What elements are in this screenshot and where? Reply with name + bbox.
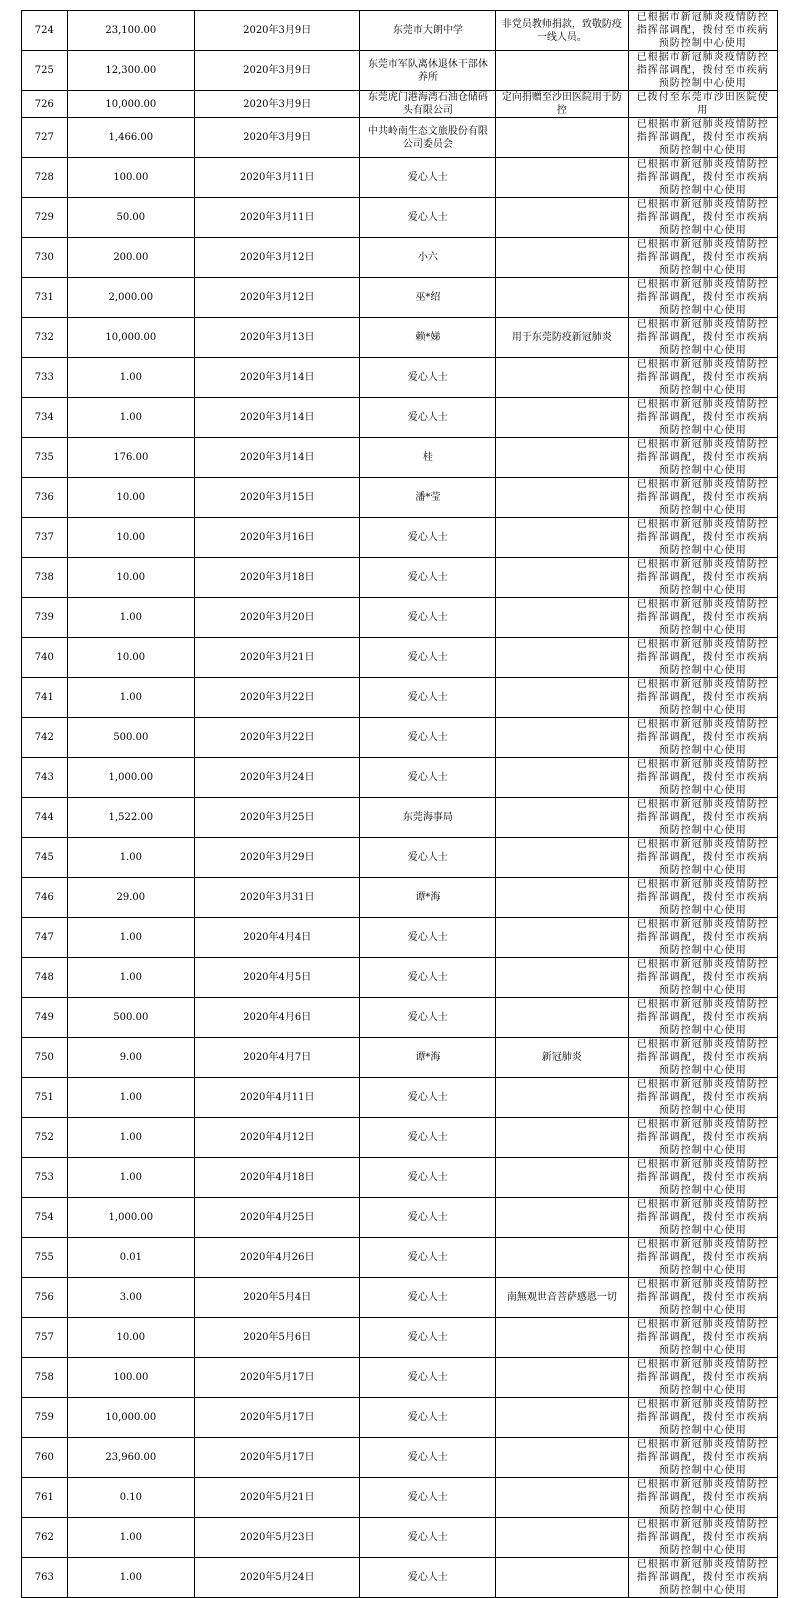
cell-purpose xyxy=(496,398,628,438)
donation-table xyxy=(21,10,778,1598)
cell-usage: 已根据市新冠肺炎疫情防控指挥部调配，拨付至市疾病预防控制中心使用 xyxy=(628,878,778,918)
cell-serial-number: 750 xyxy=(22,1038,68,1078)
table-row xyxy=(22,1198,778,1238)
cell-date: 2020年3月13日 xyxy=(194,318,360,358)
cell-date: 2020年4月26日 xyxy=(194,1238,360,1278)
cell-date: 2020年3月15日 xyxy=(194,478,360,518)
table-row xyxy=(22,438,778,478)
cell-usage: 已根据市新冠肺炎疫情防控指挥部调配，拨付至市疾病预防控制中心使用 xyxy=(628,798,778,838)
cell-donor: 爱心人士 xyxy=(360,758,496,798)
cell-amount: 1.00 xyxy=(67,678,194,718)
cell-serial-number: 731 xyxy=(22,278,68,318)
cell-amount: 1,000.00 xyxy=(67,758,194,798)
cell-usage: 已根据市新冠肺炎疫情防控指挥部调配，拨付至市疾病预防控制中心使用 xyxy=(628,238,778,278)
table-row xyxy=(22,838,778,878)
cell-purpose xyxy=(496,1398,628,1438)
table-row xyxy=(22,11,778,51)
cell-usage: 已根据市新冠肺炎疫情防控指挥部调配，拨付至市疾病预防控制中心使用 xyxy=(628,318,778,358)
cell-donor: 巫*绍 xyxy=(360,278,496,318)
cell-donor: 爱心人士 xyxy=(360,1478,496,1518)
table-row xyxy=(22,1238,778,1278)
cell-amount: 1.00 xyxy=(67,838,194,878)
cell-donor: 爱心人士 xyxy=(360,398,496,438)
cell-date: 2020年3月20日 xyxy=(194,598,360,638)
cell-amount: 1.00 xyxy=(67,1078,194,1118)
cell-serial-number: 737 xyxy=(22,518,68,558)
cell-donor: 东莞市大朗中学 xyxy=(360,11,496,51)
cell-amount: 1.00 xyxy=(67,1518,194,1558)
cell-purpose xyxy=(496,518,628,558)
cell-purpose xyxy=(496,838,628,878)
table-row xyxy=(22,598,778,638)
table-row xyxy=(22,118,778,158)
cell-serial-number: 753 xyxy=(22,1158,68,1198)
cell-serial-number: 755 xyxy=(22,1238,68,1278)
cell-purpose xyxy=(496,1518,628,1558)
cell-serial-number: 758 xyxy=(22,1358,68,1398)
cell-donor: 爱心人士 xyxy=(360,518,496,558)
cell-purpose xyxy=(496,998,628,1038)
cell-date: 2020年3月11日 xyxy=(194,198,360,238)
cell-usage: 已根据市新冠肺炎疫情防控指挥部调配，拨付至市疾病预防控制中心使用 xyxy=(628,998,778,1038)
cell-serial-number: 734 xyxy=(22,398,68,438)
cell-serial-number: 762 xyxy=(22,1518,68,1558)
cell-usage: 已根据市新冠肺炎疫情防控指挥部调配，拨付至市疾病预防控制中心使用 xyxy=(628,158,778,198)
cell-donor: 谭*海 xyxy=(360,878,496,918)
cell-amount: 500.00 xyxy=(67,998,194,1038)
table-row xyxy=(22,558,778,598)
cell-date: 2020年3月9日 xyxy=(194,51,360,91)
cell-amount: 1.00 xyxy=(67,958,194,998)
cell-date: 2020年3月9日 xyxy=(194,118,360,158)
cell-purpose xyxy=(496,438,628,478)
cell-date: 2020年5月17日 xyxy=(194,1438,360,1478)
cell-serial-number: 761 xyxy=(22,1478,68,1518)
cell-usage: 已根据市新冠肺炎疫情防控指挥部调配，拨付至市疾病预防控制中心使用 xyxy=(628,1238,778,1278)
cell-date: 2020年3月21日 xyxy=(194,638,360,678)
cell-usage: 已根据市新冠肺炎疫情防控指挥部调配，拨付至市疾病预防控制中心使用 xyxy=(628,1158,778,1198)
table-row xyxy=(22,1158,778,1198)
cell-donor: 爱心人士 xyxy=(360,638,496,678)
cell-donor: 爱心人士 xyxy=(360,1078,496,1118)
cell-donor: 爱心人士 xyxy=(360,918,496,958)
cell-usage: 已根据市新冠肺炎疫情防控指挥部调配，拨付至市疾病预防控制中心使用 xyxy=(628,11,778,51)
table-row xyxy=(22,758,778,798)
cell-donor: 东莞海事局 xyxy=(360,798,496,838)
donation-table-body xyxy=(22,11,778,1598)
cell-serial-number: 730 xyxy=(22,238,68,278)
cell-amount: 500.00 xyxy=(67,718,194,758)
cell-usage: 已根据市新冠肺炎疫情防控指挥部调配，拨付至市疾病预防控制中心使用 xyxy=(628,838,778,878)
cell-serial-number: 733 xyxy=(22,358,68,398)
cell-purpose xyxy=(496,198,628,238)
cell-date: 2020年4月5日 xyxy=(194,958,360,998)
cell-usage: 已根据市新冠肺炎疫情防控指挥部调配，拨付至市疾病预防控制中心使用 xyxy=(628,1398,778,1438)
cell-date: 2020年5月4日 xyxy=(194,1278,360,1318)
cell-date: 2020年3月12日 xyxy=(194,278,360,318)
cell-purpose xyxy=(496,478,628,518)
cell-donor: 爱心人士 xyxy=(360,1318,496,1358)
cell-purpose xyxy=(496,158,628,198)
cell-purpose xyxy=(496,678,628,718)
cell-amount: 1.00 xyxy=(67,1118,194,1158)
cell-serial-number: 743 xyxy=(22,758,68,798)
cell-usage: 已根据市新冠肺炎疫情防控指挥部调配，拨付至市疾病预防控制中心使用 xyxy=(628,1358,778,1398)
cell-date: 2020年3月25日 xyxy=(194,798,360,838)
cell-purpose xyxy=(496,958,628,998)
cell-purpose xyxy=(496,358,628,398)
cell-date: 2020年5月24日 xyxy=(194,1558,360,1598)
cell-donor: 爱心人士 xyxy=(360,1198,496,1238)
cell-date: 2020年3月31日 xyxy=(194,878,360,918)
cell-usage: 已根据市新冠肺炎疫情防控指挥部调配，拨付至市疾病预防控制中心使用 xyxy=(628,758,778,798)
cell-amount: 10.00 xyxy=(67,638,194,678)
cell-serial-number: 726 xyxy=(22,91,68,118)
cell-amount: 2,000.00 xyxy=(67,278,194,318)
cell-amount: 10,000.00 xyxy=(67,1398,194,1438)
cell-donor: 爱心人士 xyxy=(360,1438,496,1478)
cell-date: 2020年4月25日 xyxy=(194,1198,360,1238)
cell-purpose xyxy=(496,278,628,318)
cell-usage: 已根据市新冠肺炎疫情防控指挥部调配，拨付至市疾病预防控制中心使用 xyxy=(628,918,778,958)
cell-serial-number: 744 xyxy=(22,798,68,838)
cell-serial-number: 747 xyxy=(22,918,68,958)
table-row xyxy=(22,1478,778,1518)
cell-donor: 爱心人士 xyxy=(360,558,496,598)
cell-donor: 爱心人士 xyxy=(360,838,496,878)
cell-serial-number: 754 xyxy=(22,1198,68,1238)
cell-amount: 1,466.00 xyxy=(67,118,194,158)
table-row xyxy=(22,398,778,438)
cell-amount: 200.00 xyxy=(67,238,194,278)
cell-donor: 爱心人士 xyxy=(360,998,496,1038)
cell-amount: 1.00 xyxy=(67,1558,194,1598)
table-row xyxy=(22,1398,778,1438)
cell-serial-number: 749 xyxy=(22,998,68,1038)
table-row xyxy=(22,51,778,91)
cell-usage: 已根据市新冠肺炎疫情防控指挥部调配，拨付至市疾病预防控制中心使用 xyxy=(628,278,778,318)
cell-purpose xyxy=(496,1198,628,1238)
cell-donor: 东莞市军队离休退休干部休养所 xyxy=(360,51,496,91)
cell-amount: 3.00 xyxy=(67,1278,194,1318)
cell-date: 2020年3月14日 xyxy=(194,358,360,398)
cell-serial-number: 725 xyxy=(22,51,68,91)
cell-usage: 已根据市新冠肺炎疫情防控指挥部调配，拨付至市疾病预防控制中心使用 xyxy=(628,1438,778,1478)
cell-donor: 爱心人士 xyxy=(360,198,496,238)
cell-purpose xyxy=(496,1158,628,1198)
cell-serial-number: 724 xyxy=(22,11,68,51)
table-row xyxy=(22,1438,778,1478)
cell-date: 2020年5月6日 xyxy=(194,1318,360,1358)
cell-purpose: 新冠肺炎 xyxy=(496,1038,628,1078)
cell-date: 2020年3月24日 xyxy=(194,758,360,798)
cell-date: 2020年3月14日 xyxy=(194,438,360,478)
cell-donor: 赖*娣 xyxy=(360,318,496,358)
cell-serial-number: 759 xyxy=(22,1398,68,1438)
cell-amount: 1.00 xyxy=(67,1158,194,1198)
cell-usage: 已根据市新冠肺炎疫情防控指挥部调配，拨付至市疾病预防控制中心使用 xyxy=(628,1198,778,1238)
cell-donor: 爱心人士 xyxy=(360,1398,496,1438)
cell-purpose xyxy=(496,1478,628,1518)
cell-serial-number: 739 xyxy=(22,598,68,638)
cell-donor: 爱心人士 xyxy=(360,1558,496,1598)
cell-usage: 已根据市新冠肺炎疫情防控指挥部调配，拨付至市疾病预防控制中心使用 xyxy=(628,518,778,558)
cell-usage: 已根据市新冠肺炎疫情防控指挥部调配，拨付至市疾病预防控制中心使用 xyxy=(628,718,778,758)
table-row xyxy=(22,278,778,318)
cell-date: 2020年3月9日 xyxy=(194,91,360,118)
table-row xyxy=(22,798,778,838)
cell-donor: 桂 xyxy=(360,438,496,478)
cell-donor: 爱心人士 xyxy=(360,1158,496,1198)
cell-purpose xyxy=(496,798,628,838)
table-row xyxy=(22,91,778,118)
cell-donor: 谭*海 xyxy=(360,1038,496,1078)
cell-serial-number: 745 xyxy=(22,838,68,878)
cell-amount: 1.00 xyxy=(67,358,194,398)
cell-purpose xyxy=(496,718,628,758)
cell-serial-number: 742 xyxy=(22,718,68,758)
cell-purpose xyxy=(496,758,628,798)
cell-date: 2020年4月7日 xyxy=(194,1038,360,1078)
table-row xyxy=(22,1518,778,1558)
cell-usage: 已根据市新冠肺炎疫情防控指挥部调配，拨付至市疾病预防控制中心使用 xyxy=(628,1078,778,1118)
cell-purpose: 定向捐赠至沙田医院用于防控 xyxy=(496,91,628,118)
cell-date: 2020年4月4日 xyxy=(194,918,360,958)
table-row xyxy=(22,678,778,718)
cell-amount: 1,000.00 xyxy=(67,1198,194,1238)
table-row xyxy=(22,958,778,998)
cell-donor: 爱心人士 xyxy=(360,958,496,998)
cell-amount: 50.00 xyxy=(67,198,194,238)
cell-donor: 小六 xyxy=(360,238,496,278)
cell-purpose xyxy=(496,118,628,158)
table-row xyxy=(22,1318,778,1358)
table-row xyxy=(22,1558,778,1598)
cell-amount: 10,000.00 xyxy=(67,318,194,358)
cell-donor: 爱心人士 xyxy=(360,1358,496,1398)
cell-purpose xyxy=(496,638,628,678)
cell-purpose: 南無观世音菩萨感恩一切 xyxy=(496,1278,628,1318)
cell-amount: 10.00 xyxy=(67,558,194,598)
table-row xyxy=(22,1278,778,1318)
cell-amount: 10,000.00 xyxy=(67,91,194,118)
cell-donor: 爱心人士 xyxy=(360,678,496,718)
cell-purpose xyxy=(496,1438,628,1478)
table-row xyxy=(22,238,778,278)
cell-amount: 10.00 xyxy=(67,1318,194,1358)
cell-amount: 0.10 xyxy=(67,1478,194,1518)
cell-date: 2020年3月22日 xyxy=(194,718,360,758)
cell-usage: 已根据市新冠肺炎疫情防控指挥部调配，拨付至市疾病预防控制中心使用 xyxy=(628,398,778,438)
cell-usage: 已拨付至东莞市沙田医院使用 xyxy=(628,91,778,118)
cell-serial-number: 751 xyxy=(22,1078,68,1118)
cell-serial-number: 763 xyxy=(22,1558,68,1598)
cell-serial-number: 741 xyxy=(22,678,68,718)
table-row xyxy=(22,918,778,958)
cell-serial-number: 740 xyxy=(22,638,68,678)
cell-purpose xyxy=(496,1358,628,1398)
cell-date: 2020年3月22日 xyxy=(194,678,360,718)
cell-purpose xyxy=(496,238,628,278)
cell-donor: 潘*莹 xyxy=(360,478,496,518)
cell-amount: 10.00 xyxy=(67,478,194,518)
cell-date: 2020年4月6日 xyxy=(194,998,360,1038)
cell-usage: 已根据市新冠肺炎疫情防控指挥部调配，拨付至市疾病预防控制中心使用 xyxy=(628,1318,778,1358)
cell-purpose xyxy=(496,558,628,598)
table-row xyxy=(22,1038,778,1078)
cell-serial-number: 756 xyxy=(22,1278,68,1318)
cell-donor: 中共岭南生态文旅股份有限公司委员会 xyxy=(360,118,496,158)
cell-usage: 已根据市新冠肺炎疫情防控指挥部调配，拨付至市疾病预防控制中心使用 xyxy=(628,598,778,638)
cell-usage: 已根据市新冠肺炎疫情防控指挥部调配，拨付至市疾病预防控制中心使用 xyxy=(628,1518,778,1558)
cell-donor: 东莞虎门港海湾石油仓储码头有限公司 xyxy=(360,91,496,118)
cell-serial-number: 746 xyxy=(22,878,68,918)
cell-amount: 176.00 xyxy=(67,438,194,478)
cell-purpose xyxy=(496,1238,628,1278)
cell-amount: 23,100.00 xyxy=(67,11,194,51)
cell-serial-number: 748 xyxy=(22,958,68,998)
table-row xyxy=(22,878,778,918)
cell-serial-number: 738 xyxy=(22,558,68,598)
table-row xyxy=(22,318,778,358)
cell-usage: 已根据市新冠肺炎疫情防控指挥部调配，拨付至市疾病预防控制中心使用 xyxy=(628,438,778,478)
cell-purpose: 非党员教师捐款，致敬防疫一线人员。 xyxy=(496,11,628,51)
cell-serial-number: 729 xyxy=(22,198,68,238)
cell-usage: 已根据市新冠肺炎疫情防控指挥部调配，拨付至市疾病预防控制中心使用 xyxy=(628,1278,778,1318)
cell-amount: 0.01 xyxy=(67,1238,194,1278)
cell-usage: 已根据市新冠肺炎疫情防控指挥部调配，拨付至市疾病预防控制中心使用 xyxy=(628,51,778,91)
cell-amount: 12,300.00 xyxy=(67,51,194,91)
cell-usage: 已根据市新冠肺炎疫情防控指挥部调配，拨付至市疾病预防控制中心使用 xyxy=(628,198,778,238)
cell-date: 2020年3月9日 xyxy=(194,11,360,51)
cell-usage: 已根据市新冠肺炎疫情防控指挥部调配，拨付至市疾病预防控制中心使用 xyxy=(628,358,778,398)
cell-amount: 29.00 xyxy=(67,878,194,918)
cell-amount: 100.00 xyxy=(67,158,194,198)
cell-serial-number: 727 xyxy=(22,118,68,158)
cell-serial-number: 735 xyxy=(22,438,68,478)
cell-amount: 1,522.00 xyxy=(67,798,194,838)
cell-usage: 已根据市新冠肺炎疫情防控指挥部调配，拨付至市疾病预防控制中心使用 xyxy=(628,1038,778,1078)
table-row xyxy=(22,478,778,518)
cell-usage: 已根据市新冠肺炎疫情防控指挥部调配，拨付至市疾病预防控制中心使用 xyxy=(628,958,778,998)
cell-donor: 爱心人士 xyxy=(360,1238,496,1278)
cell-date: 2020年4月18日 xyxy=(194,1158,360,1198)
cell-purpose xyxy=(496,1118,628,1158)
table-row xyxy=(22,998,778,1038)
cell-date: 2020年5月21日 xyxy=(194,1478,360,1518)
table-row xyxy=(22,1358,778,1398)
cell-amount: 23,960.00 xyxy=(67,1438,194,1478)
cell-date: 2020年3月14日 xyxy=(194,398,360,438)
cell-purpose xyxy=(496,918,628,958)
cell-purpose xyxy=(496,1318,628,1358)
cell-usage: 已根据市新冠肺炎疫情防控指挥部调配，拨付至市疾病预防控制中心使用 xyxy=(628,1118,778,1158)
cell-amount: 1.00 xyxy=(67,598,194,638)
cell-usage: 已根据市新冠肺炎疫情防控指挥部调配，拨付至市疾病预防控制中心使用 xyxy=(628,678,778,718)
table-row xyxy=(22,638,778,678)
cell-amount: 1.00 xyxy=(67,918,194,958)
cell-date: 2020年5月17日 xyxy=(194,1358,360,1398)
cell-serial-number: 728 xyxy=(22,158,68,198)
table-row xyxy=(22,158,778,198)
cell-date: 2020年5月23日 xyxy=(194,1518,360,1558)
cell-date: 2020年3月12日 xyxy=(194,238,360,278)
cell-date: 2020年3月11日 xyxy=(194,158,360,198)
table-row xyxy=(22,518,778,558)
table-row xyxy=(22,1118,778,1158)
cell-donor: 爱心人士 xyxy=(360,1278,496,1318)
cell-usage: 已根据市新冠肺炎疫情防控指挥部调配，拨付至市疾病预防控制中心使用 xyxy=(628,1558,778,1598)
cell-usage: 已根据市新冠肺炎疫情防控指挥部调配，拨付至市疾病预防控制中心使用 xyxy=(628,1478,778,1518)
cell-date: 2020年5月17日 xyxy=(194,1398,360,1438)
cell-date: 2020年3月16日 xyxy=(194,518,360,558)
cell-usage: 已根据市新冠肺炎疫情防控指挥部调配，拨付至市疾病预防控制中心使用 xyxy=(628,118,778,158)
cell-usage: 已根据市新冠肺炎疫情防控指挥部调配，拨付至市疾病预防控制中心使用 xyxy=(628,558,778,598)
table-row xyxy=(22,198,778,238)
cell-donor: 爱心人士 xyxy=(360,358,496,398)
cell-donor: 爱心人士 xyxy=(360,718,496,758)
table-row xyxy=(22,358,778,398)
cell-date: 2020年4月11日 xyxy=(194,1078,360,1118)
cell-purpose xyxy=(496,1078,628,1118)
cell-serial-number: 757 xyxy=(22,1318,68,1358)
cell-purpose xyxy=(496,51,628,91)
table-row xyxy=(22,1078,778,1118)
cell-date: 2020年3月18日 xyxy=(194,558,360,598)
cell-donor: 爱心人士 xyxy=(360,158,496,198)
cell-donor: 爱心人士 xyxy=(360,1518,496,1558)
cell-purpose xyxy=(496,598,628,638)
cell-donor: 爱心人士 xyxy=(360,598,496,638)
cell-purpose xyxy=(496,1558,628,1598)
cell-serial-number: 732 xyxy=(22,318,68,358)
cell-serial-number: 752 xyxy=(22,1118,68,1158)
cell-usage: 已根据市新冠肺炎疫情防控指挥部调配，拨付至市疾病预防控制中心使用 xyxy=(628,478,778,518)
cell-date: 2020年3月29日 xyxy=(194,838,360,878)
cell-purpose: 用于东莞防疫新冠肺炎 xyxy=(496,318,628,358)
cell-amount: 10.00 xyxy=(67,518,194,558)
cell-usage: 已根据市新冠肺炎疫情防控指挥部调配，拨付至市疾病预防控制中心使用 xyxy=(628,638,778,678)
cell-donor: 爱心人士 xyxy=(360,1118,496,1158)
cell-date: 2020年4月12日 xyxy=(194,1118,360,1158)
table-row xyxy=(22,718,778,758)
cell-amount: 1.00 xyxy=(67,398,194,438)
cell-amount: 9.00 xyxy=(67,1038,194,1078)
cell-serial-number: 760 xyxy=(22,1438,68,1478)
cell-amount: 100.00 xyxy=(67,1358,194,1398)
cell-purpose xyxy=(496,878,628,918)
cell-serial-number: 736 xyxy=(22,478,68,518)
